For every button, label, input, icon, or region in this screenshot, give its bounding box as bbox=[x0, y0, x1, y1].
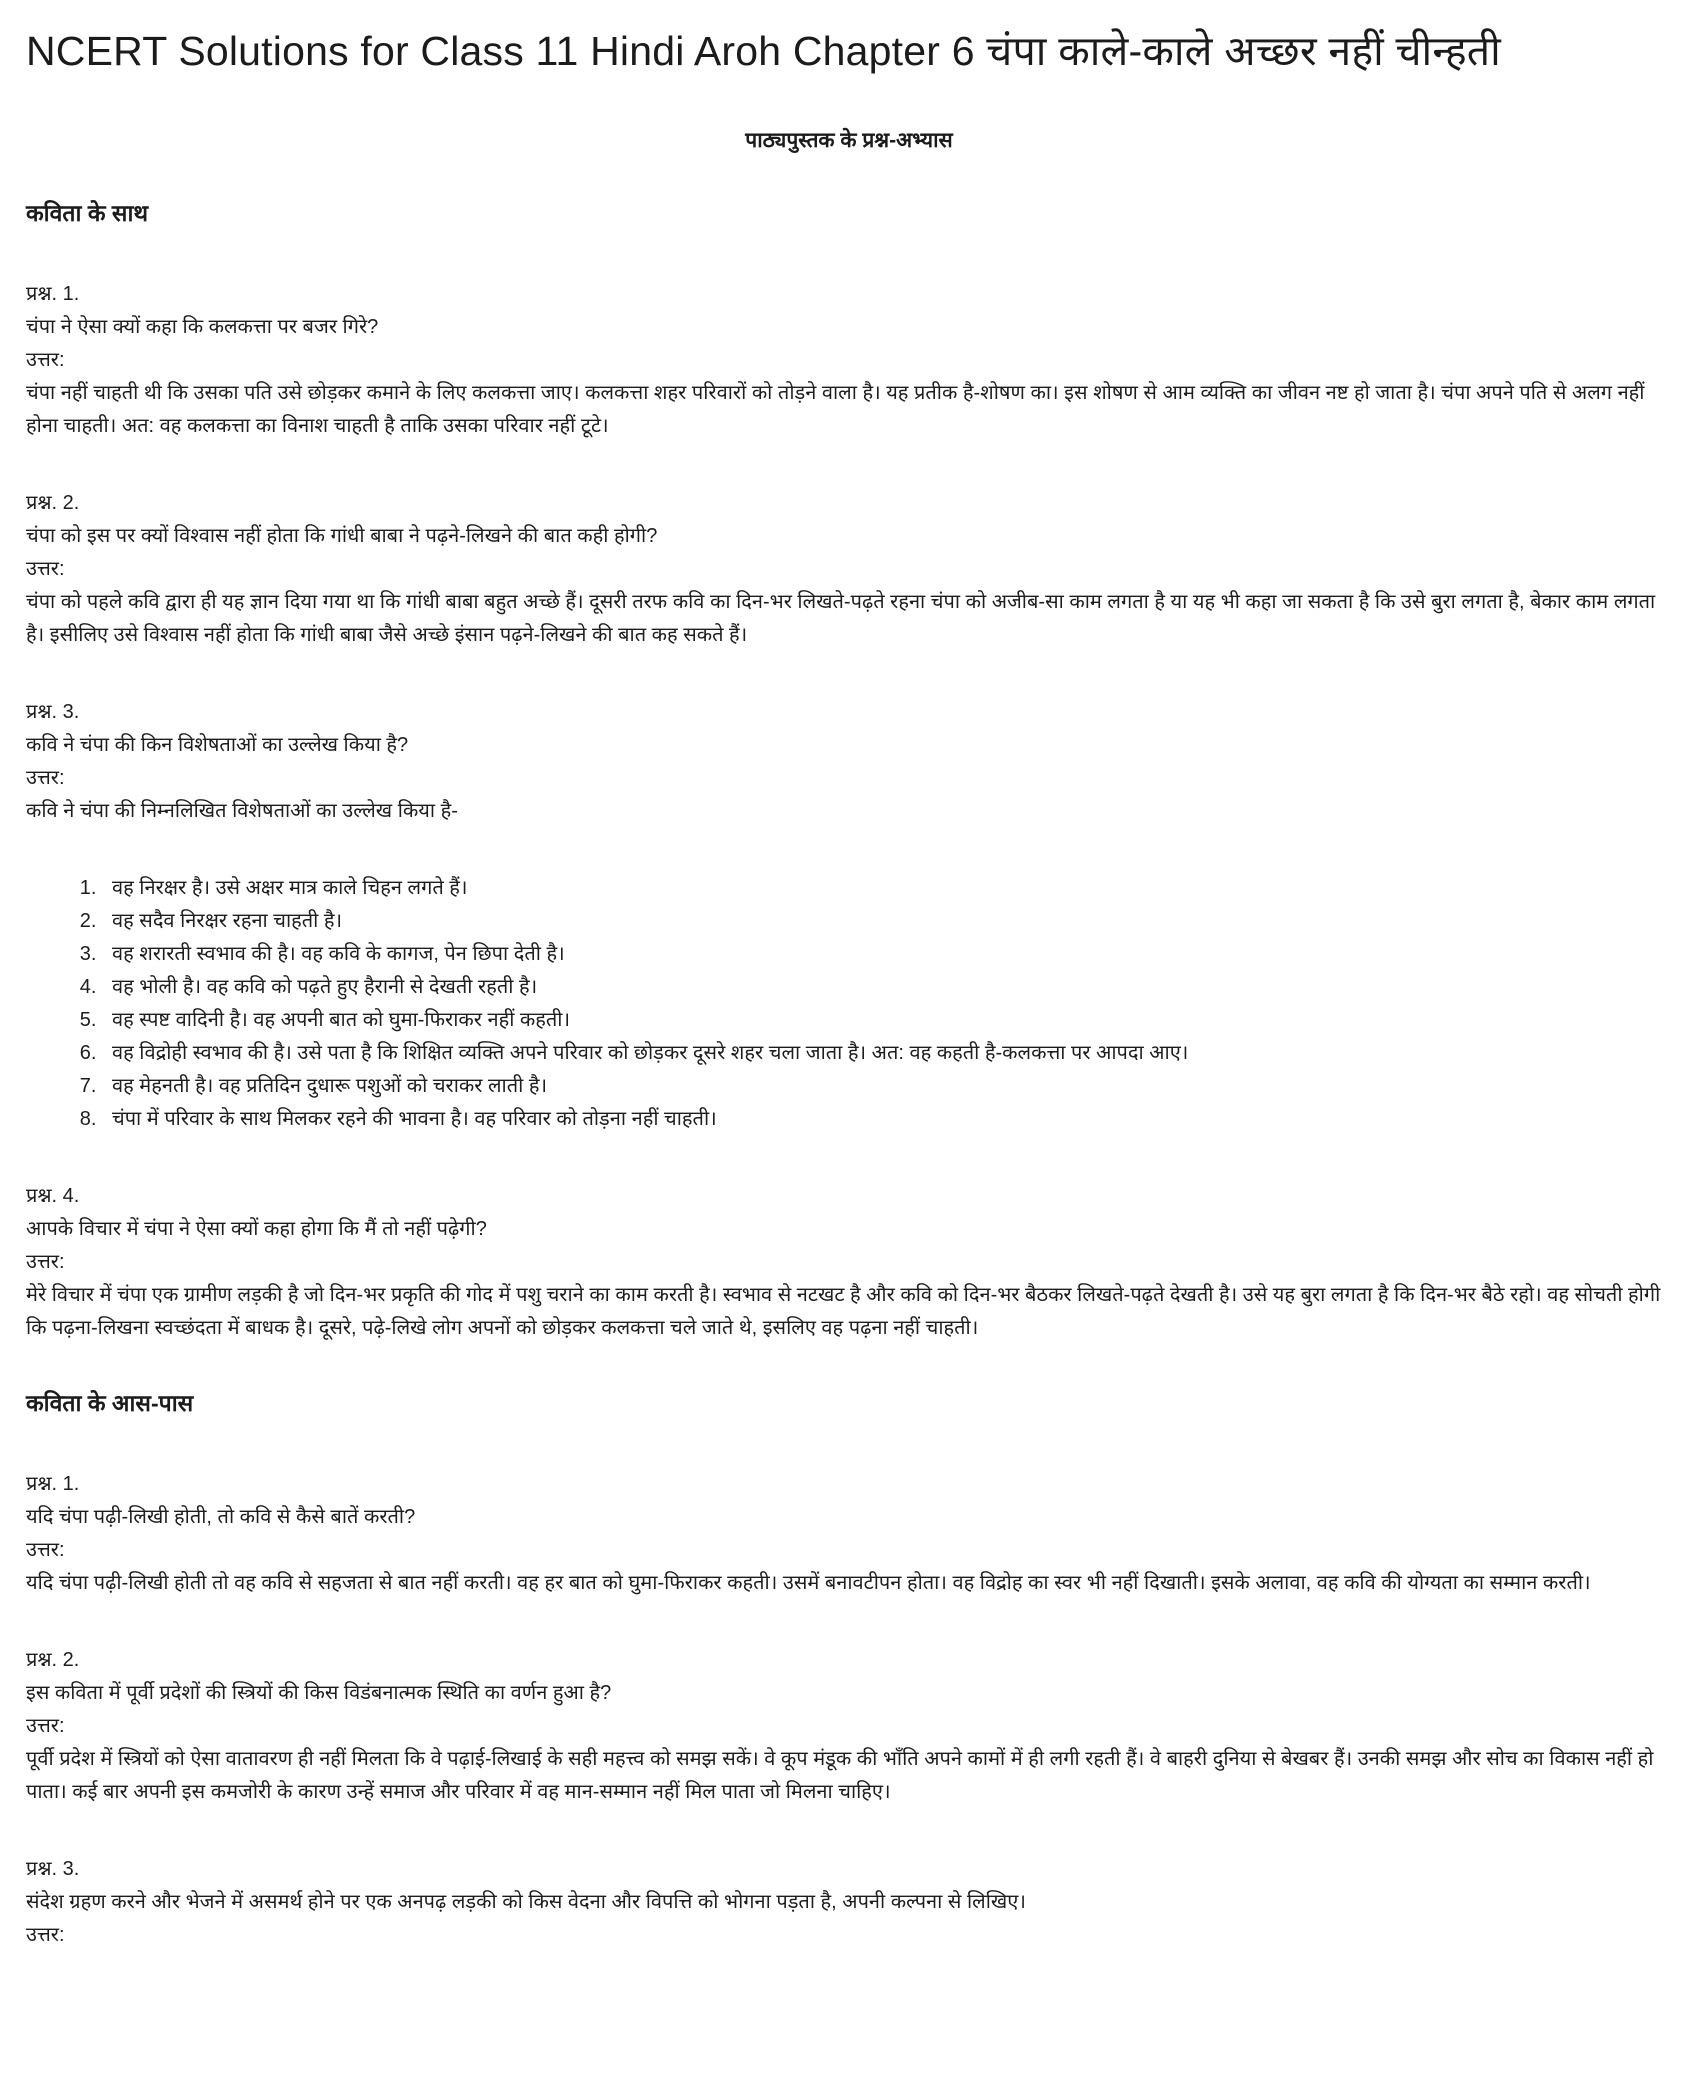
answer-text: चंपा को पहले कवि द्वारा ही यह ज्ञान दिया गया था कि गांधी बाबा बहुत अच्छे हैं। दूसरी तरफ कवि का दिन-भर लिखते-पढ़ते रहना चंपा को अजीब-सा काम लगता है या यह भी कहा जा सकता है कि उसे बुरा लगता है, बेकार काम लगता है। इसीलिए उसे विश्वास नहीं होता कि गांधी बाबा जैसे अच्छे इंसान पढ़ने-लिखने की बात कह सकते हैं। bbox=[26, 591, 1656, 646]
answer-label: उत्तर: bbox=[26, 1715, 65, 1737]
answer-label: उत्तर: bbox=[26, 558, 65, 580]
answer-text: चंपा नहीं चाहती थी कि उसका पति उसे छोड़कर कमाने के लिए कलकत्ता जाए। कलकत्ता शहर परिवारों को तोड़ने वाला है। यह प्रतीक है-शोषण का। इस शोषण से आम व्यक्ति का जीवन नष्ट हो जाता है। चंपा अपने पति से अलग नहीं होना चाहती। अत: वह कलकत्ता का विनाश चाहती है ताकि उसका परिवार नहीं टूटे। bbox=[26, 382, 1645, 437]
question-block-4 bbox=[26, 1180, 1672, 1345]
question-text: यदि चंपा पढ़ी-लिखी होती, तो कवि से कैसे बातें करती? bbox=[26, 1506, 416, 1528]
question-text: कवि ने चंपा की किन विशेषताओं का उल्लेख किया है? bbox=[26, 734, 409, 756]
answer-label: उत्तर: bbox=[26, 1924, 65, 1946]
list-item: 1. वह निरक्षर है। उसे अक्षर मात्र काले चिहन लगते हैं। bbox=[102, 872, 1672, 905]
question-text: आपके विचार में चंपा ने ऐसा क्यों कहा होगा कि मैं तो नहीं पढ़ेगी? bbox=[26, 1218, 487, 1240]
answer-label: उत्तर: bbox=[26, 1539, 65, 1561]
answer-label: उत्तर: bbox=[26, 349, 65, 371]
question-text: संदेश ग्रहण करने और भेजने में असमर्थ होने पर एक अनपढ़ लड़की को किस वेदना और विपत्ति को भोगना पड़ता है, अपनी कल्पना से लिखिए। bbox=[26, 1891, 1026, 1913]
answer-label: उत्तर: bbox=[26, 1251, 65, 1273]
question-text: चंपा को इस पर क्यों विश्वास नहीं होता कि गांधी बाबा ने पढ़ने-लिखने की बात कही होगी? bbox=[26, 525, 658, 547]
question-label: प्रश्न. 1. bbox=[26, 283, 80, 305]
question-block-2 bbox=[26, 487, 1672, 652]
list-item: 7. वह मेहनती है। वह प्रतिदिन दुधारू पशुओं को चराकर लाती है। bbox=[102, 1070, 1672, 1103]
question-label: प्रश्न. 3. bbox=[26, 701, 80, 723]
list-item: 2. वह सदैव निरक्षर रहना चाहती है। bbox=[102, 905, 1672, 938]
section-heading-kavita-ke-aas-paas: कविता के आस-पास bbox=[26, 1390, 194, 1416]
answer-intro: कवि ने चंपा की निम्नलिखित विशेषताओं का उल्लेख किया है- bbox=[26, 800, 458, 822]
section-heading-kavita-ke-sath: कविता के साथ bbox=[26, 200, 149, 226]
question-label: प्रश्न. 4. bbox=[26, 1185, 80, 1207]
question-text: चंपा ने ऐसा क्यों कहा कि कलकत्ता पर बजर गिरे? bbox=[26, 316, 379, 338]
question-text: इस कविता में पूर्वी प्रदेशों की स्त्रियों की किस विडंबनात्मक स्थिति का वर्णन हुआ है? bbox=[26, 1682, 612, 1704]
page-title: NCERT Solutions for Class 11 Hindi Aroh Chapter 6 चंपा काले-काले अच्छर नहीं चीन्हती bbox=[26, 28, 1501, 74]
list-item: 3. वह शरारती स्वभाव की है। वह कवि के कागज, पेन छिपा देती है। bbox=[102, 938, 1672, 971]
question-block-5 bbox=[26, 1468, 1672, 1600]
question-block-1 bbox=[26, 278, 1672, 443]
answer-text: मेरे विचार में चंपा एक ग्रामीण लड़की है जो दिन-भर प्रकृति की गोद में पशु चराने का काम करती है। स्वभाव से नटखट है और कवि को दिन-भर बैठकर लिखते-पढ़ते देखती है। उसे यह बुरा लगता है कि दिन-भर बैठे रहो। वह सोचती होगी कि पढ़ना-लिखना स्वच्छंदता में बाधक है। दूसरे, पढ़े-लिखे लोग अपनों को छोड़कर कलकत्ता चले जाते थे, इसलिए वह पढ़ना नहीं चाहती। bbox=[26, 1284, 1661, 1339]
question-block-3 bbox=[26, 696, 1672, 1136]
question-label: प्रश्न. 2. bbox=[26, 492, 80, 514]
question-label: प्रश्न. 1. bbox=[26, 1473, 80, 1495]
question-block-6 bbox=[26, 1644, 1672, 1809]
answer-text: पूर्वी प्रदेश में स्त्रियों को ऐसा वातावरण ही नहीं मिलता कि वे पढ़ाई-लिखाई के सही महत्त्व को समझ सकें। वे कूप मंडूक की भाँति अपने कामों में ही लगी रहती हैं। वे बाहरी दुनिया से बेखबर हैं। उनकी समझ और सोच का विकास नहीं हो पाता। कई बार अपनी इस कमजोरी के कारण उन्हें समाज और परिवार में वह मान-सम्मान नहीं मिल पाता जो मिलना चाहिए। bbox=[26, 1748, 1654, 1803]
question-label: प्रश्न. 2. bbox=[26, 1649, 80, 1671]
list-item: 8. चंपा में परिवार के साथ मिलकर रहने की भावना है। वह परिवार को तोड़ना नहीं चाहती। bbox=[102, 1103, 1672, 1136]
list-item: 6. वह विद्रोही स्वभाव की है। उसे पता है कि शिक्षित व्यक्ति अपने परिवार को छोड़कर दूसरे शहर चला जाता है। अत: वह कहती है-कलकत्ता पर आपदा आए। bbox=[102, 1037, 1672, 1070]
list-item: 5. वह स्पष्ट वादिनी है। वह अपनी बात को घुमा-फिराकर नहीं कहती। bbox=[102, 1004, 1672, 1037]
question-block-7 bbox=[26, 1853, 1672, 1952]
answer-list bbox=[26, 872, 1672, 1136]
answer-text: यदि चंपा पढ़ी-लिखी होती तो वह कवि से सहजता से बात नहीं करती। वह हर बात को घुमा-फिराकर कहती। उसमें बनावटीपन होता। वह विद्रोह का स्वर भी नहीं दिखाती। इसके अलावा, वह कवि की योग्यता का सम्मान करती। bbox=[26, 1572, 1591, 1594]
list-item: 4. वह भोली है। वह कवि को पढ़ते हुए हैरानी से देखती रहती है। bbox=[102, 971, 1672, 1004]
answer-label: उत्तर: bbox=[26, 767, 65, 789]
textbook-exercise-heading: पाठ्यपुस्तक के प्रश्न-अभ्यास bbox=[745, 129, 953, 152]
question-label: प्रश्न. 3. bbox=[26, 1858, 80, 1880]
